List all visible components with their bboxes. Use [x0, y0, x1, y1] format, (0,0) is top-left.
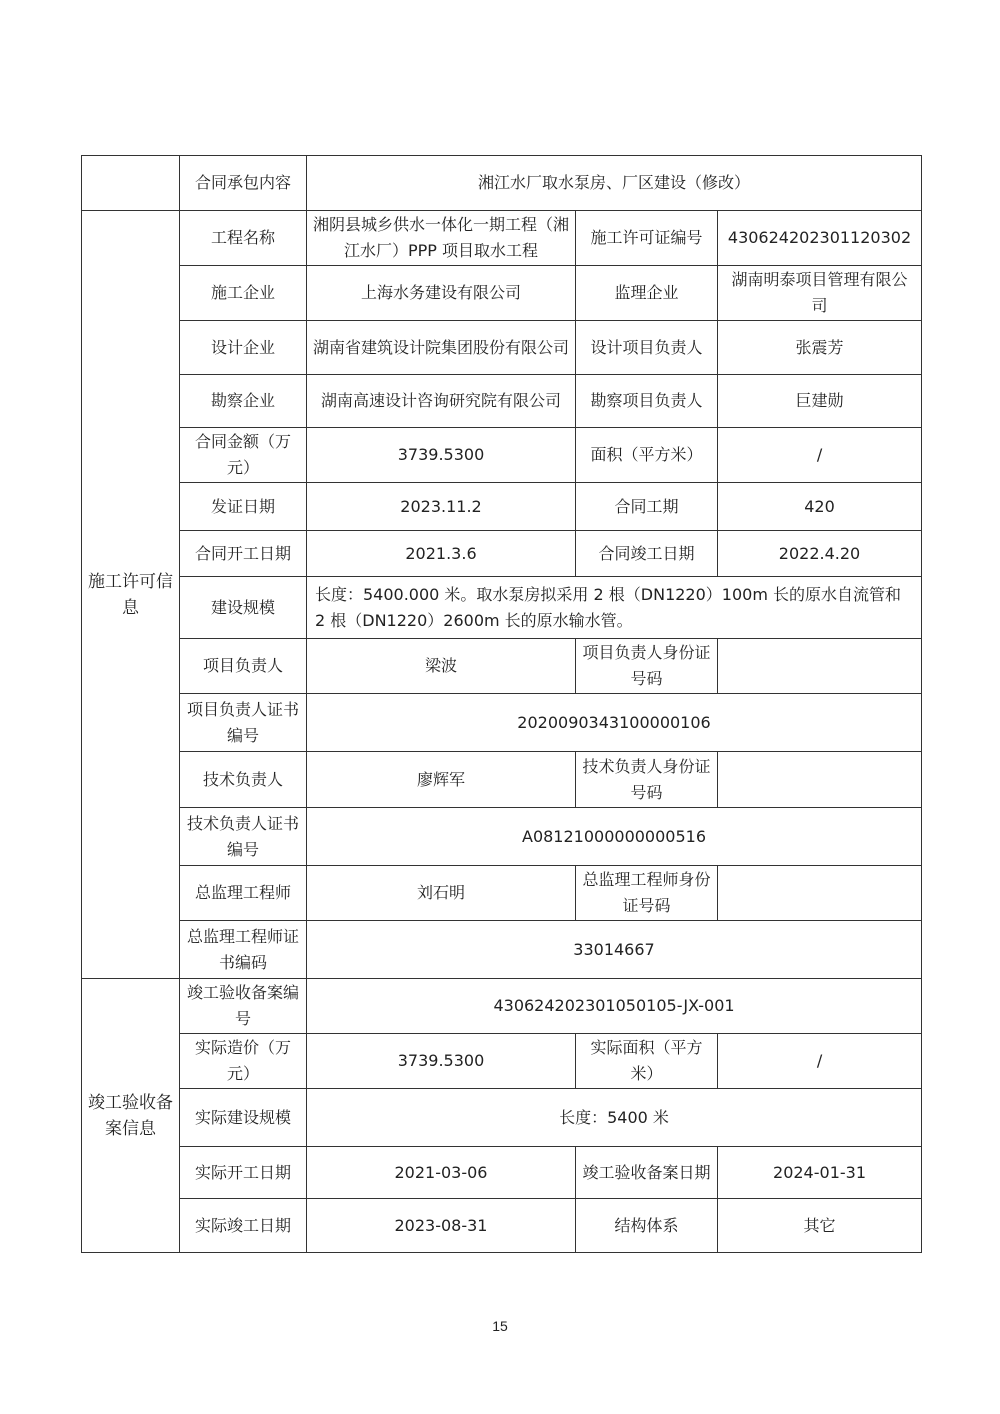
table-row — [82, 211, 922, 266]
label-cell: 发证日期 — [180, 483, 307, 531]
value-cell: 2023.11.2 — [307, 483, 576, 531]
table-row — [82, 428, 922, 483]
value-cell: 2021.3.6 — [307, 531, 576, 577]
table-row — [82, 321, 922, 375]
label-cell: 监理企业 — [576, 266, 718, 321]
value-cell: 3739.5300 — [307, 428, 576, 483]
value-cell — [718, 639, 922, 694]
value-cell: 上海水务建设有限公司 — [307, 266, 576, 321]
value-cell: 2022.4.20 — [718, 531, 922, 577]
table-row — [82, 694, 922, 752]
label-cell: 合同工期 — [576, 483, 718, 531]
table-row — [82, 483, 922, 531]
label-cell: 勘察项目负责人 — [576, 375, 718, 428]
table-row — [82, 1147, 922, 1199]
value-cell: 2023-08-31 — [307, 1199, 576, 1253]
value-cell: 2024-01-31 — [718, 1147, 922, 1199]
label-cell: 实际面积（平方米） — [576, 1034, 718, 1089]
table-row — [82, 1034, 922, 1089]
table-row — [82, 156, 922, 211]
label-cell: 设计企业 — [180, 321, 307, 375]
label-cell: 面积（平方米） — [576, 428, 718, 483]
value-cell: 430624202301050105-JX-001 — [307, 979, 922, 1034]
label-cell: 技术负责人证书编号 — [180, 808, 307, 866]
label-cell: 勘察企业 — [180, 375, 307, 428]
table-row — [82, 531, 922, 577]
value-cell: 2021-03-06 — [307, 1147, 576, 1199]
value-cell: 湖南明泰项目管理有限公司 — [718, 266, 922, 321]
value-cell: 张震芳 — [718, 321, 922, 375]
label-cell: 竣工验收备案编号 — [180, 979, 307, 1034]
label-cell: 实际竣工日期 — [180, 1199, 307, 1253]
value-cell: 430624202301120302 — [718, 211, 922, 266]
value-cell: 湘江水厂取水泵房、厂区建设（修改） — [307, 156, 922, 211]
page-number: 15 — [492, 1318, 508, 1334]
section-acceptance: 竣工验收备案信息 — [82, 979, 180, 1253]
value-cell: 湘阴县城乡供水一体化一期工程（湘江水厂）PPP 项目取水工程 — [307, 211, 576, 266]
label-cell: 总监理工程师证书编码 — [180, 921, 307, 979]
value-cell: 2020090343100000106 — [307, 694, 922, 752]
value-cell: / — [718, 1034, 922, 1089]
label-cell: 实际开工日期 — [180, 1147, 307, 1199]
label-cell: 建设规模 — [180, 577, 307, 639]
label-cell: 施工企业 — [180, 266, 307, 321]
value-cell: 湖南省建筑设计院集团股份有限公司 — [307, 321, 576, 375]
value-cell: 巨建勋 — [718, 375, 922, 428]
value-cell: 33014667 — [307, 921, 922, 979]
table-row — [82, 808, 922, 866]
table-row — [82, 752, 922, 808]
label-cell: 技术负责人 — [180, 752, 307, 808]
label-cell: 合同开工日期 — [180, 531, 307, 577]
label-cell: 设计项目负责人 — [576, 321, 718, 375]
section-permit: 施工许可信息 — [82, 211, 180, 979]
table-row — [82, 639, 922, 694]
label-cell: 工程名称 — [180, 211, 307, 266]
value-cell: 湖南高速设计咨询研究院有限公司 — [307, 375, 576, 428]
value-cell: A08121000000000516 — [307, 808, 922, 866]
label-cell: 项目负责人 — [180, 639, 307, 694]
label-cell: 实际造价（万元） — [180, 1034, 307, 1089]
label-cell: 总监理工程师 — [180, 866, 307, 921]
project-info-table — [81, 155, 922, 1253]
table-row — [82, 375, 922, 428]
table-row — [82, 266, 922, 321]
label-cell: 合同金额（万元） — [180, 428, 307, 483]
table-row — [82, 1089, 922, 1147]
label-cell: 总监理工程师身份证号码 — [576, 866, 718, 921]
label-cell: 项目负责人证书编号 — [180, 694, 307, 752]
value-cell: 420 — [718, 483, 922, 531]
value-cell: 长度：5400 米 — [307, 1089, 922, 1147]
value-cell — [718, 752, 922, 808]
table-row — [82, 1199, 922, 1253]
table-row — [82, 866, 922, 921]
label-cell: 技术负责人身份证号码 — [576, 752, 718, 808]
label-cell: 结构体系 — [576, 1199, 718, 1253]
value-cell: 3739.5300 — [307, 1034, 576, 1089]
value-cell — [718, 866, 922, 921]
label-cell: 实际建设规模 — [180, 1089, 307, 1147]
label-cell: 竣工验收备案日期 — [576, 1147, 718, 1199]
value-cell: 其它 — [718, 1199, 922, 1253]
value-cell: 刘石明 — [307, 866, 576, 921]
label-cell: 项目负责人身份证号码 — [576, 639, 718, 694]
label-cell: 合同竣工日期 — [576, 531, 718, 577]
value-cell: / — [718, 428, 922, 483]
label-cell: 施工许可证编号 — [576, 211, 718, 266]
value-cell: 梁波 — [307, 639, 576, 694]
label-cell: 合同承包内容 — [180, 156, 307, 211]
value-cell: 廖辉军 — [307, 752, 576, 808]
table-row — [82, 577, 922, 639]
value-cell: 长度：5400.000 米。取水泵房拟采用 2 根（DN1220）100m 长的原水自流管和 2 根（DN1220）2600m 长的原水输水管。 — [307, 577, 922, 639]
table-row — [82, 921, 922, 979]
empty-cell — [82, 156, 180, 211]
table-row — [82, 979, 922, 1034]
